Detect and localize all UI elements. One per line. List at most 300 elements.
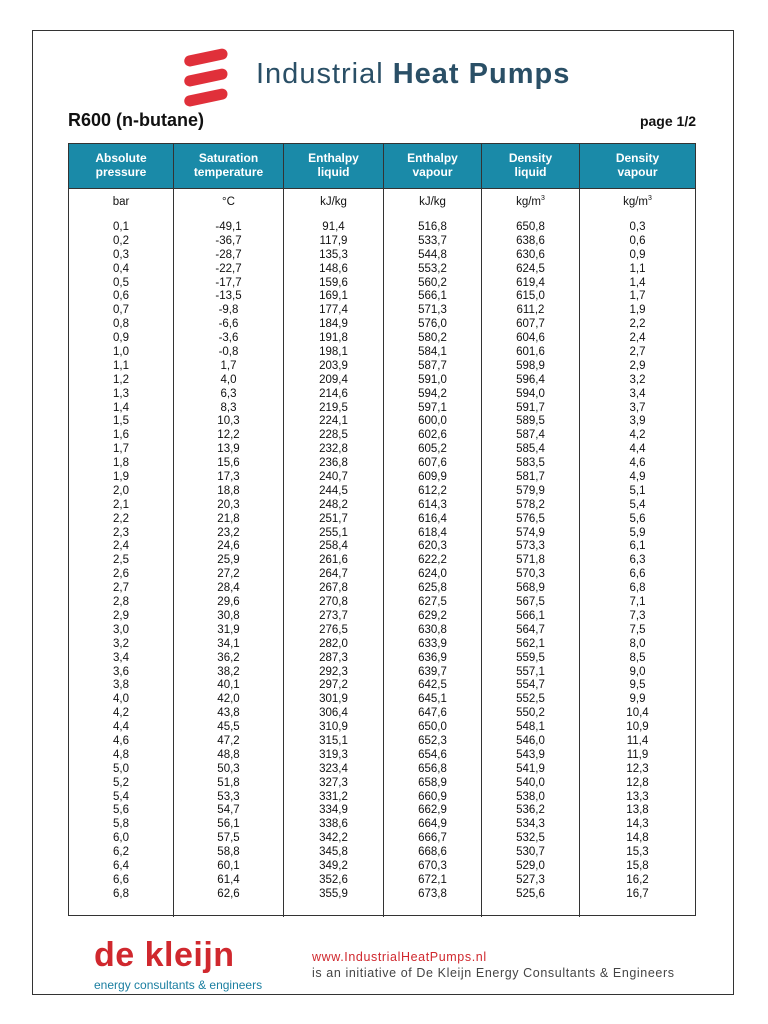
table-cell: 5,0 (113, 762, 129, 775)
table-cell: 2,3 (113, 526, 129, 539)
table-cell: 349,2 (319, 859, 348, 872)
table-cell: 538,0 (516, 790, 545, 803)
table-cell: 1,1 (113, 359, 129, 372)
table-cell: 169,1 (319, 290, 348, 303)
table-cell: 620,3 (418, 540, 447, 553)
table-cell: 54,7 (217, 804, 240, 817)
table-cell: 338,6 (319, 818, 348, 831)
table-cell: 574,9 (516, 526, 545, 539)
table-cell: 540,0 (516, 776, 545, 789)
table-cell: -13,5 (215, 290, 242, 303)
table-cell: 2,0 (113, 484, 129, 497)
table-cell: 5,4 (629, 498, 646, 511)
table-cell: 541,9 (516, 762, 545, 775)
table-cell: -49,1 (215, 221, 242, 233)
table-cell: -0,8 (218, 346, 239, 359)
table-cell: 584,1 (418, 346, 447, 359)
table-cell: 2,9 (629, 359, 646, 372)
table-cell: 607,7 (516, 318, 545, 331)
table-cell: 15,8 (626, 859, 649, 872)
table-cell: 11,4 (626, 734, 649, 747)
table-cell: 630,6 (516, 248, 545, 261)
table-cell: 578,2 (516, 498, 545, 511)
table-cell: 658,9 (418, 776, 447, 789)
table-cell: 135,3 (319, 248, 348, 261)
table-cell: 594,0 (516, 387, 545, 400)
table-cell: 184,9 (319, 318, 348, 331)
table-cell: 355,9 (319, 887, 348, 900)
table-cell: 1,7 (113, 443, 129, 456)
table-cell: 261,6 (319, 554, 348, 567)
table-cell: 560,2 (418, 276, 447, 289)
unit-label: $kg/m^3$ (623, 195, 652, 208)
table-cell: 5,6 (629, 512, 646, 525)
table-cell: 15,3 (626, 846, 649, 859)
table-cell: 4,2 (629, 429, 646, 442)
header-density-vapour: Density vapour (615, 151, 660, 179)
table-cell: 25,9 (217, 554, 240, 567)
table-cell: 16,7 (626, 887, 649, 900)
table-cell: 583,5 (516, 457, 545, 470)
table-cell: 1,5 (113, 415, 129, 428)
table-cell: 50,3 (217, 762, 240, 775)
table-cell: 42,0 (217, 693, 240, 706)
table-cell: 1,4 (629, 276, 646, 289)
company-tagline: energy consultants & engineers (94, 978, 263, 992)
table-cell: 596,4 (516, 373, 545, 386)
table-cell: 1,8 (113, 457, 129, 470)
table-cell: -36,7 (215, 234, 242, 247)
table-cell: 2,9 (113, 609, 129, 622)
table-cell: 4,4 (113, 721, 129, 734)
table-cell: 3,6 (113, 665, 129, 678)
table-cell: 3,2 (629, 373, 646, 386)
table-cell: 614,3 (418, 498, 447, 511)
table-cell: 534,3 (516, 818, 545, 831)
table-cell: 4,4 (629, 443, 646, 456)
unit-label: kJ/kg (419, 196, 446, 208)
table-cell: 21,8 (217, 512, 240, 525)
unit-label: kJ/kg (320, 196, 347, 208)
table-cell: 214,6 (319, 387, 348, 400)
table-cell: 609,9 (418, 471, 447, 484)
header-density-liquid: Density liquid (482, 144, 580, 188)
table-cell: 654,6 (418, 748, 447, 761)
table-cell: 244,5 (319, 484, 348, 497)
brand-title-light: Industrial (256, 58, 393, 90)
table-cell: 5,6 (113, 804, 129, 817)
footer-description: is an initiative of De Kleijn Energy Consultants & Engineers (312, 966, 675, 980)
table-cell: 615,0 (516, 290, 545, 303)
table-cell: 0,9 (113, 332, 129, 345)
table-cell: 553,2 (418, 262, 447, 275)
table-cell: 516,8 (418, 221, 447, 233)
table-cell: 587,7 (418, 359, 447, 372)
table-cell: 585,4 (516, 443, 545, 456)
table-cell: 270,8 (319, 596, 348, 609)
table-cell: 13,9 (217, 443, 240, 456)
table-cell: 301,9 (319, 693, 348, 706)
table-cell: 91,4 (322, 221, 345, 233)
table-cell: 4,6 (629, 457, 646, 470)
table-cell: 568,9 (516, 582, 545, 595)
table-cell: -3,6 (218, 332, 239, 345)
table-cell: 258,4 (319, 540, 348, 553)
website-link[interactable]: www.IndustrialHeatPumps.nl (312, 950, 487, 964)
table-cell: 601,6 (516, 346, 545, 359)
table-cell: 27,2 (217, 568, 240, 581)
table-cell: 604,6 (516, 332, 545, 345)
brand-title-bold: Heat Pumps (392, 58, 571, 90)
brand-title (256, 58, 570, 91)
table-cell: 600,0 (418, 415, 447, 428)
table-cell: 60,1 (217, 859, 240, 872)
table-cell: 624,5 (516, 262, 545, 275)
table-cell: 20,3 (217, 498, 240, 511)
table-cell: 0,6 (629, 234, 646, 247)
table-cell: -6,6 (218, 318, 239, 331)
table-cell: 251,7 (319, 512, 348, 525)
table-cell: 12,3 (626, 762, 649, 775)
table-cell: 8,3 (220, 401, 237, 414)
table-cell: 6,8 (629, 582, 646, 595)
table-cell: 2,2 (113, 512, 129, 525)
table-cell: 8,0 (629, 637, 646, 650)
page-title: R600 (n-butane) (68, 110, 205, 130)
table-cell: 670,3 (418, 859, 447, 872)
table-cell: 639,7 (418, 665, 447, 678)
table-cell: 529,0 (516, 859, 545, 872)
table-cell: 1,3 (113, 387, 129, 400)
table-cell: 570,3 (516, 568, 545, 581)
table-cell: 0,5 (113, 276, 129, 289)
table-cell: 650,8 (516, 221, 545, 233)
table-cell: 224,1 (319, 415, 348, 428)
table-cell: 306,4 (319, 707, 348, 720)
table-cell: 605,2 (418, 443, 447, 456)
table-cell: 29,6 (217, 596, 240, 609)
table-cell: 0,3 (113, 248, 129, 261)
table-cell: 24,6 (217, 540, 240, 553)
table-cell: 23,2 (217, 526, 240, 539)
table-cell: 1,0 (113, 346, 129, 359)
table-cell: 8,5 (629, 651, 646, 664)
table-cell: 550,2 (516, 707, 545, 720)
table-cell: 571,3 (418, 304, 447, 317)
table-cell: 1,9 (629, 304, 646, 317)
table-cell: 10,3 (217, 415, 240, 428)
table-cell: 530,7 (516, 846, 545, 859)
table-cell: 31,9 (217, 623, 240, 636)
table-cell: 18,8 (217, 484, 240, 497)
table-cell: 11,9 (626, 748, 649, 761)
table-cell: 209,4 (319, 373, 348, 386)
table-cell: 622,2 (418, 554, 447, 567)
table-cell: 668,6 (418, 846, 447, 859)
table-cell: 0,2 (113, 234, 129, 247)
table-cell: 5,1 (629, 484, 646, 497)
table-cell: 3,9 (629, 415, 646, 428)
table-cell: 5,8 (113, 818, 129, 831)
unit-label: $kg/m^3$ (516, 195, 545, 208)
table-cell: 557,1 (516, 665, 545, 678)
table-cell: 1,7 (220, 359, 237, 372)
table-cell: 576,5 (516, 512, 545, 525)
table-cell: 533,7 (418, 234, 447, 247)
table-cell: 627,5 (418, 596, 447, 609)
table-cell: 62,6 (217, 887, 240, 900)
table-header (69, 144, 695, 189)
table-cell: 6,2 (113, 846, 129, 859)
table-cell: 580,2 (418, 332, 447, 345)
table-cell: 30,8 (217, 609, 240, 622)
table-cell: 45,5 (217, 721, 240, 734)
table-cell: 642,5 (418, 679, 447, 692)
table-cell: 4,8 (113, 748, 129, 761)
column-density-liquid (482, 189, 580, 917)
table-cell: 273,7 (319, 609, 348, 622)
table-cell: 10,4 (626, 707, 649, 720)
table-cell: 0,7 (113, 304, 129, 317)
table-cell: -17,7 (215, 276, 242, 289)
table-cell: 323,4 (319, 762, 348, 775)
table-cell: 629,2 (418, 609, 447, 622)
table-cell: 0,1 (113, 221, 129, 233)
table-cell: 56,1 (217, 818, 240, 831)
table-cell: 581,7 (516, 471, 545, 484)
table-cell: 12,2 (217, 429, 240, 442)
table-cell: 1,4 (113, 401, 129, 414)
table-cell: 345,8 (319, 846, 348, 859)
table-cell: 652,3 (418, 734, 447, 747)
table-cell: 3,4 (113, 651, 129, 664)
table-cell: 5,4 (113, 790, 129, 803)
table-cell: 287,3 (319, 651, 348, 664)
table-cell: 292,3 (319, 665, 348, 678)
table-cell: 3,8 (113, 679, 129, 692)
table-cell: 1,6 (113, 429, 129, 442)
table-cell: 0,9 (629, 248, 646, 261)
table-cell: -28,7 (215, 248, 242, 261)
table-cell: 248,2 (319, 498, 348, 511)
table-cell: 255,1 (319, 526, 348, 539)
table-cell: 543,9 (516, 748, 545, 761)
table-cell: 594,2 (418, 387, 447, 400)
table-cell: 607,6 (418, 457, 447, 470)
table-cell: 117,9 (319, 234, 348, 247)
table-cell: 660,9 (418, 790, 447, 803)
table-cell: 13,8 (626, 804, 649, 817)
table-cell: 331,2 (319, 790, 348, 803)
table-cell: 159,6 (319, 276, 348, 289)
table-cell: 664,9 (418, 818, 447, 831)
table-cell: 12,8 (626, 776, 649, 789)
table-cell: 5,9 (629, 526, 646, 539)
table-cell: 6,6 (629, 568, 646, 581)
table-cell: 666,7 (418, 832, 447, 845)
column-enthalpy-vapour (384, 189, 482, 917)
table-cell: 645,1 (418, 693, 447, 706)
table-cell: 51,8 (217, 776, 240, 789)
table-cell: 47,2 (217, 734, 240, 747)
table-cell: 1,2 (113, 373, 129, 386)
table-cell: 48,8 (217, 748, 240, 761)
table-cell: 219,5 (319, 401, 348, 414)
header-enthalpy-vapour: Enthalpy vapour (384, 144, 482, 188)
table-cell: 58,8 (217, 846, 240, 859)
table-cell: 191,8 (319, 332, 348, 345)
table-cell: 546,0 (516, 734, 545, 747)
table-cell: 7,5 (629, 623, 646, 636)
table-cell: 536,2 (516, 804, 545, 817)
table-cell: 552,5 (516, 693, 545, 706)
table-cell: 602,6 (418, 429, 447, 442)
table-cell: 4,0 (113, 693, 129, 706)
table-cell: 548,1 (516, 721, 545, 734)
table-cell: 647,6 (418, 707, 447, 720)
table-cell: 6,4 (113, 859, 129, 872)
table-cell: 554,7 (516, 679, 545, 692)
table-cell: 566,1 (516, 609, 545, 622)
table-cell: 264,7 (319, 568, 348, 581)
table-cell: 573,3 (516, 540, 545, 553)
table-cell: 6,1 (629, 540, 646, 553)
table-cell: 2,4 (113, 540, 129, 553)
table-cell: 342,2 (319, 832, 348, 845)
table-cell: 656,8 (418, 762, 447, 775)
table-cell: 16,2 (626, 873, 649, 886)
table-cell: 598,9 (516, 359, 545, 372)
table-cell: 310,9 (319, 721, 348, 734)
table-cell: 2,1 (113, 498, 129, 511)
table-cell: 5,2 (113, 776, 129, 789)
table-cell: 612,2 (418, 484, 447, 497)
table-cell: 6,3 (220, 387, 237, 400)
column-pressure (69, 189, 174, 917)
table-cell: 1,9 (113, 471, 129, 484)
table-cell: 567,5 (516, 596, 545, 609)
table-cell: 6,0 (113, 832, 129, 845)
table-cell: 673,8 (418, 887, 447, 900)
table-cell: 2,2 (629, 318, 646, 331)
table-cell: 591,7 (516, 401, 545, 414)
table-cell: 38,2 (217, 665, 240, 678)
table-cell: 36,2 (217, 651, 240, 664)
table-cell: 43,8 (217, 707, 240, 720)
table-cell: 624,0 (418, 568, 447, 581)
table-cell: 2,7 (113, 582, 129, 595)
table-cell: 267,8 (319, 582, 348, 595)
table-cell: 228,5 (319, 429, 348, 442)
table-cell: 203,9 (319, 359, 348, 372)
header-absolute-pressure: Absolute pressure (69, 144, 174, 188)
table-cell: 9,0 (629, 665, 646, 678)
table-cell: 630,8 (418, 623, 447, 636)
table-cell: 28,4 (217, 582, 240, 595)
company-logo: de kleijn (94, 936, 235, 974)
header-saturation-temperature: Saturation temperature (174, 144, 284, 188)
table-cell: 2,4 (629, 332, 646, 345)
table-cell: 148,6 (319, 262, 348, 275)
heat-pump-logo-icon (180, 48, 232, 108)
table-cell: 2,5 (113, 554, 129, 567)
table-cell: 633,9 (418, 637, 447, 650)
table-cell: 1,7 (629, 290, 646, 303)
unit-label: bar (112, 196, 130, 208)
table-cell: -9,8 (218, 304, 239, 317)
table-cell: 10,9 (626, 721, 649, 734)
table-cell: 6,6 (113, 873, 129, 886)
table-cell: 591,0 (418, 373, 447, 386)
table-cell: 662,9 (418, 804, 447, 817)
table-cell: 4,2 (113, 707, 129, 720)
table-cell: 616,4 (418, 512, 447, 525)
table-cell: 597,1 (418, 401, 447, 414)
table-cell: 625,8 (418, 582, 447, 595)
table-cell: 2,8 (113, 596, 129, 609)
table-cell: 6,8 (113, 887, 129, 900)
table-cell: 236,8 (319, 457, 348, 470)
table-cell: 315,1 (319, 734, 348, 747)
table-cell: 240,7 (319, 471, 348, 484)
table-cell: 53,3 (217, 790, 240, 803)
table-cell: 619,4 (516, 276, 545, 289)
table-cell: 0,3 (629, 221, 646, 233)
table-cell: 571,8 (516, 554, 545, 567)
table-cell: 40,1 (217, 679, 240, 692)
table-cell: 650,0 (418, 721, 447, 734)
table-cell: 61,4 (217, 873, 240, 886)
table-cell: 576,0 (418, 318, 447, 331)
table-cell: 232,8 (319, 443, 348, 456)
table-cell: 276,5 (319, 623, 348, 636)
table-cell: 611,2 (516, 304, 545, 317)
table-cell: 3,2 (113, 637, 129, 650)
table-cell: 3,4 (629, 387, 646, 400)
table-cell: 352,6 (319, 873, 348, 886)
header-enthalpy-liquid: Enthalpy liquid (284, 144, 384, 188)
property-table (68, 143, 696, 916)
table-cell: 587,4 (516, 429, 545, 442)
column-density-vapour (580, 189, 695, 917)
table-cell: 13,3 (626, 790, 649, 803)
page-number: page 1/2 (639, 113, 696, 129)
table-cell: 564,7 (516, 623, 545, 636)
table-cell: 177,4 (319, 304, 348, 317)
table-cell: 297,2 (319, 679, 348, 692)
table-cell: 14,3 (626, 818, 649, 831)
table-cell: 559,5 (516, 651, 545, 664)
table-cell: 282,0 (319, 637, 348, 650)
column-enthalpy-liquid (284, 189, 384, 917)
table-cell: 2,7 (629, 346, 646, 359)
table-cell: 0,8 (113, 318, 129, 331)
table-cell: 638,6 (516, 234, 545, 247)
table-cell: 618,4 (418, 526, 447, 539)
table-cell: 579,9 (516, 484, 545, 497)
table-cell: 9,9 (629, 693, 646, 706)
table-cell: 2,6 (113, 568, 129, 581)
table-cell: 532,5 (516, 832, 545, 845)
table-cell: 17,3 (217, 471, 240, 484)
table-cell: 3,7 (629, 401, 646, 414)
table-cell: 566,1 (418, 290, 447, 303)
table-cell: 334,9 (319, 804, 348, 817)
column-temperature (174, 189, 284, 917)
table-cell: 9,5 (629, 679, 646, 692)
table-cell: 562,1 (516, 637, 545, 650)
table-cell: 198,1 (319, 346, 348, 359)
